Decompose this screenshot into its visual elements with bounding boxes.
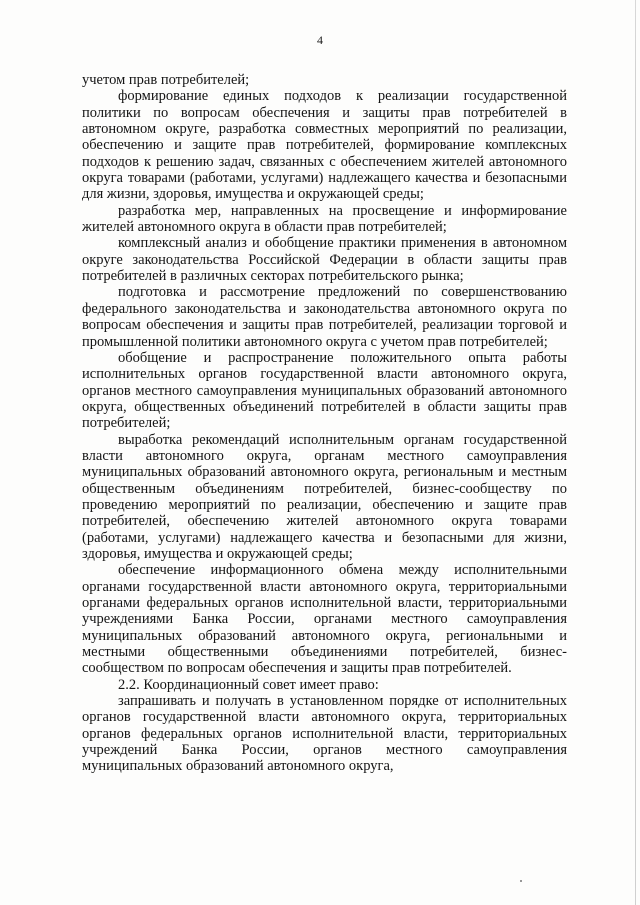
paragraph-5: подготовка и рассмотрение предложений по совершенствованию федерального законодательства и законодательства автономного округа по вопросам обеспечения и защиты прав потребителей, реализации торговой и промышленной политики автономного округа с учетом прав потребителей;	[82, 284, 567, 350]
paragraph-4: комплексный анализ и обобщение практики применения в автономном округе законодательства Российской Федерации в области защиты прав потребителей в различных секторах потребительского рынка;	[82, 235, 567, 285]
paragraph-2: формирование единых подходов к реализации государственной политики по вопросам обеспечения и защиты прав потребителей в автономном округе, разработка совместных мероприятий по реализации, обеспечению и защите прав потребителей, формирование комплексных подходов к решению задач, связанных с обеспечением жителей автономного округа товарами (работами, услугами) надлежащего качества и безопасными для жизни, здоровья, имущества и окружающей среды;	[82, 88, 567, 203]
page-number: 4	[317, 33, 323, 47]
paragraph-1: учетом прав потребителей;	[82, 72, 250, 88]
paragraph-6: обобщение и распространение положительного опыта работы исполнительных органов государственной власти автономного округа, органов местного самоуправления муниципальных образований автономного округа, общественных объединений потребителей в области защиты прав потребителей;	[82, 349, 567, 432]
document-body	[82, 72, 567, 775]
page-edge-shadow	[635, 0, 636, 905]
paragraph-7: выработка рекомендаций исполнительным органам государственной власти автономного округа, органам местного самоуправления муниципальных образований автономного округа, региональным и местным общественным объединениям потребителей, бизнес-сообществу по проведению мероприятий по реализации, обеспечению и защите прав потребителей, обеспечению жителей автономного округа товарами (работами, услугами) надлежащего качества и безопасными для жизни, здоровья, имущества и окружающей среды;	[82, 431, 567, 562]
scan-speck	[520, 880, 522, 882]
section-heading-2-2: 2.2. Координационный совет имеет право:	[118, 676, 379, 693]
paragraph-10: запрашивать и получать в установленном порядке от исполнительных органов государственной власти автономного округа, территориальных органов федеральных органов исполнительной власти, территориальных учреждений Банка России, органов местного самоуправления муниципальных образований автономного округа,	[82, 693, 567, 775]
paragraph-8: обеспечение информационного обмена между исполнительными органами государственной власти автономного округа, территориальными органами федеральных органов исполнительной власти, территориальными учреждениями Банка России, органами местного самоуправления муниципальных образований автономного округа, региональными и местными общественными объединениями потребителей, бизнес-сообществом по вопросам обеспечения и защиты прав потребителей.	[82, 562, 567, 677]
paragraph-3: разработка мер, направленных на просвещение и информирование жителей автономного округа в области прав потребителей;	[82, 202, 567, 236]
